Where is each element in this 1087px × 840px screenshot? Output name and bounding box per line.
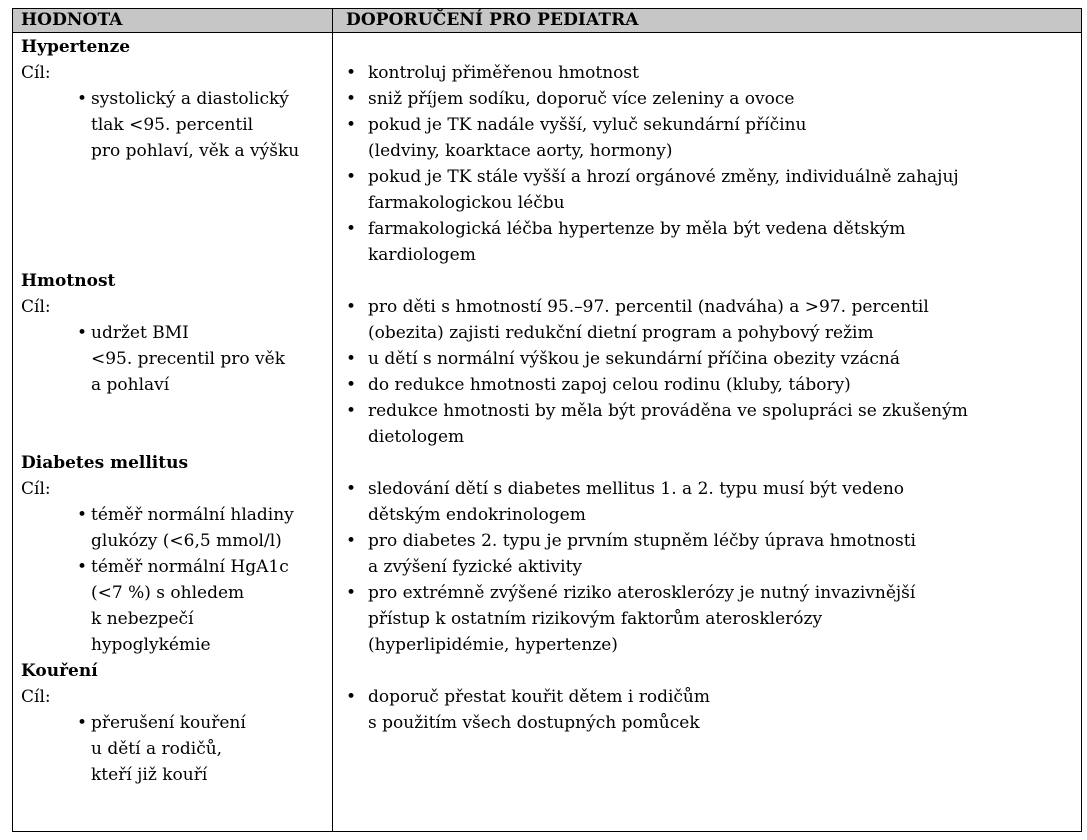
recommendation-bullet: • [346,89,357,109]
recommendation-bullet: • [346,219,357,239]
recommendation-text: u dětí s normální výškou je sekundární příčina obezity vzácná [368,349,900,369]
goal-label: Cíl: [21,297,51,317]
recommendation-text: pokud je TK stále vyšší a hrozí orgánové změny, individuálně zahajuj [368,167,959,187]
goal-text: a pohlaví [91,375,170,395]
recommendation-text: pokud je TK nadále vyšší, vyluč sekundární příčinu [368,115,807,135]
recommendation-text: dětským endokrinologem [368,505,586,525]
goal-text: (<7 %) s ohledem [91,583,245,603]
goal-text: kteří již kouří [91,765,208,785]
recommendation-bullet: • [346,531,357,551]
header-col-value: HODNOTA [21,10,123,30]
recommendation-text: doporuč přestat kouřit dětem i rodičům [368,687,710,707]
goal-text: hypoglykémie [91,635,211,655]
goal-bullet: • [77,557,88,577]
recommendation-bullet: • [346,583,357,603]
goal-label: Cíl: [21,687,51,707]
recommendation-text: (obezita) zajisti redukční dietní program a pohybový režim [368,323,874,343]
recommendation-text: sledování dětí s diabetes mellitus 1. a 2. typu musí být vedeno [368,479,905,499]
goal-text: k nebezpečí [91,609,194,629]
recommendation-text: kardiologem [368,245,476,265]
recommendation-text: farmakologickou léčbu [368,193,565,213]
recommendation-bullet: • [346,297,357,317]
recommendation-text: dietologem [368,427,465,447]
goal-text: téměř normální hladiny [91,505,294,525]
recommendation-text: sniž příjem sodíku, doporuč více zeleniny a ovoce [368,89,795,109]
goal-text: glukózy (<6,5 mmol/l) [91,531,282,551]
recommendation-bullet: • [346,115,357,135]
section-title: Hmotnost [21,271,116,291]
recommendation-text: kontroluj přiměřenou hmotnost [368,63,639,83]
recommendation-text: (hyperlipidémie, hypertenze) [368,635,618,655]
goal-bullet: • [77,713,88,733]
recommendation-text: přístup k ostatním rizikovým faktorům aterosklerózy [368,609,823,629]
recommendation-text: redukce hmotnosti by měla být prováděna ve spolupráci se zkušeným [368,401,968,421]
goal-bullet: • [77,323,88,343]
recommendation-text: farmakologická léčba hypertenze by měla být vedena dětským [368,219,906,239]
column-divider [332,9,333,831]
recommendation-bullet: • [346,349,357,369]
recommendation-bullet: • [346,401,357,421]
recommendation-bullet: • [346,375,357,395]
recommendation-bullet: • [346,479,357,499]
recommendation-bullet: • [346,63,357,83]
goal-bullet: • [77,89,88,109]
table-header [13,9,1081,33]
recommendation-text: a zvýšení fyzické aktivity [368,557,583,577]
goal-text: pro pohlaví, věk a výšku [91,141,300,161]
recommendation-bullet: • [346,687,357,707]
goal-text: tlak <95. percentil [91,115,254,135]
goal-label: Cíl: [21,63,51,83]
section-title: Kouření [21,661,98,681]
goal-text: přerušení kouření [91,713,246,733]
recommendation-text: pro extrémně zvýšené riziko aterosklerózy je nutný invazivnější [368,583,916,603]
header-col-recommendation: DOPORUČENÍ PRO PEDIATRA [346,10,639,30]
recommendation-text: s použitím všech dostupných pomůcek [368,713,700,733]
recommendation-text: pro diabetes 2. typu je prvním stupněm léčby úprava hmotnosti [368,531,916,551]
goal-text: systolický a diastolický [91,89,289,109]
goal-text: udržet BMI [91,323,189,343]
goal-bullet: • [77,505,88,525]
recommendation-text: (ledviny, koarktace aorty, hormony) [368,141,673,161]
goal-text: téměř normální HgA1c [91,557,289,577]
section-title: Diabetes mellitus [21,453,189,473]
recommendation-text: do redukce hmotnosti zapoj celou rodinu (kluby, tábory) [368,375,851,395]
goal-text: u dětí a rodičů, [91,739,223,759]
goal-label: Cíl: [21,479,51,499]
recommendation-text: pro děti s hmotností 95.–97. percentil (nadváha) a >97. percentil [368,297,929,317]
goal-text: <95. precentil pro věk [91,349,286,369]
section-title: Hypertenze [21,37,131,57]
guideline-table [12,8,1082,832]
recommendation-bullet: • [346,167,357,187]
